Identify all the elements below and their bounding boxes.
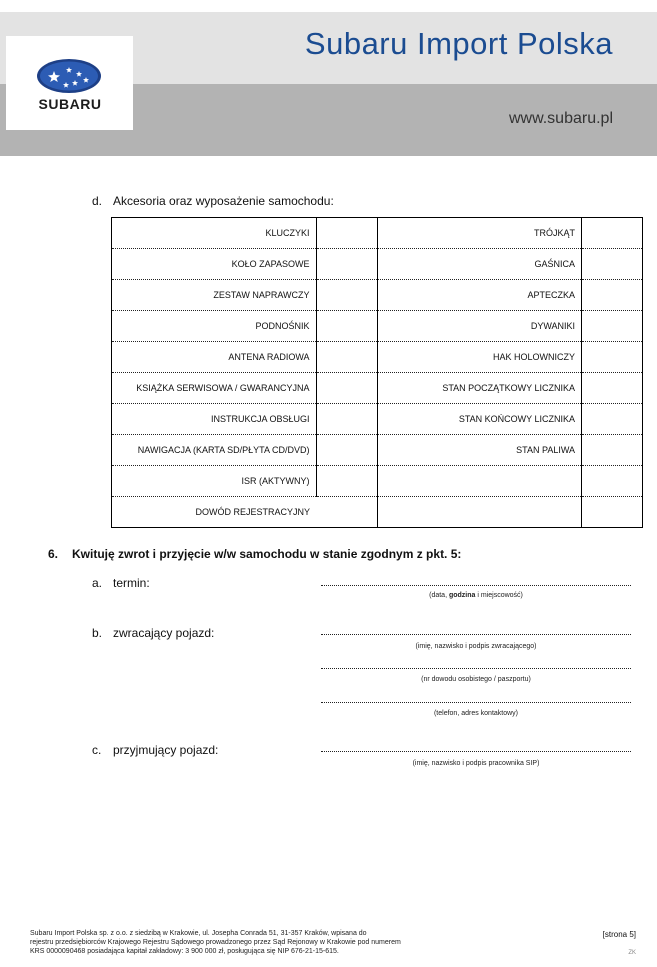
accessory-row xyxy=(112,342,643,373)
accessory-checkbox-right[interactable] xyxy=(582,404,643,435)
returner-contact-field[interactable] xyxy=(321,702,631,703)
accessory-checkbox-left[interactable] xyxy=(316,466,377,497)
accessory-checkbox-left[interactable] xyxy=(316,249,377,280)
date-caption: (data, godzina i miejscowość) xyxy=(429,592,523,599)
item-b-letter: b. xyxy=(92,626,103,640)
accessory-label-right xyxy=(377,497,582,528)
footer-line: KRS 0000090468 posiadająca kapitał zakładowy: 3 900 000 zł, posługująca się NIP 676-21-15-615. xyxy=(30,948,339,955)
item-b-label: zwracający pojazd: xyxy=(113,626,215,640)
accessory-label-left: ZESTAW NAPRAWCZY xyxy=(112,280,317,311)
returner-contact-caption: (telefon, adres kontaktowy) xyxy=(433,710,519,717)
section-d-letter: d. xyxy=(92,194,103,208)
accessory-row xyxy=(112,497,643,528)
accessory-label-right: APTECZKA xyxy=(377,280,582,311)
accessory-label-right: GAŚNICA xyxy=(377,249,582,280)
accessory-checkbox-right[interactable] xyxy=(582,435,643,466)
accessory-checkbox-left[interactable] xyxy=(316,311,377,342)
footer-company-info xyxy=(30,929,401,956)
accessory-checkbox-left[interactable] xyxy=(316,342,377,373)
brand-title: Subaru Import Polska xyxy=(304,26,613,61)
accessory-row xyxy=(112,466,643,497)
item-a-label: termin: xyxy=(113,576,150,590)
logo-wordmark: SUBARU xyxy=(38,96,102,112)
accessory-checkbox-right[interactable] xyxy=(582,466,643,497)
page-number: [strona 5] xyxy=(602,930,636,939)
accessory-checkbox-left[interactable] xyxy=(316,404,377,435)
document-code: ZK xyxy=(628,950,636,956)
accessory-label-left: ANTENA RADIOWA xyxy=(112,342,317,373)
item-a-letter: a. xyxy=(92,576,103,590)
accessory-label-left: INSTRUKCJA OBSŁUGI xyxy=(112,404,317,435)
returner-id-caption: (nr dowodu osobistego / paszportu) xyxy=(421,676,531,683)
item-c-label: przyjmujący pojazd: xyxy=(113,743,219,757)
accessory-label-left: NAWIGACJA (KARTA SD/PŁYTA CD/DVD) xyxy=(112,435,317,466)
accessory-checkbox-left[interactable] xyxy=(316,373,377,404)
accessory-label-left: KSIĄŻKA SERWISOWA / GWARANCYJNA xyxy=(112,373,317,404)
accessory-checkbox-right[interactable] xyxy=(582,218,643,249)
accessory-label-right: STAN PALIWA xyxy=(377,435,582,466)
footer-line: Subaru Import Polska sp. z o.o. z siedzibą w Krakowie, ul. Josepha Conrada 51, 31-357 Kraków, wpisana do xyxy=(30,930,367,937)
accessory-checkbox-left[interactable] xyxy=(316,497,377,528)
accessory-checkbox-right[interactable] xyxy=(582,249,643,280)
accessory-row xyxy=(112,404,643,435)
section-d-title: Akcesoria oraz wyposażenie samochodu: xyxy=(113,194,334,208)
footer-line: rejestru przedsiębiorców Krajowego Rejestru Sądowego prowadzonego przez Sąd Rejonowy w Krakowie pod numerem xyxy=(30,939,401,946)
accessory-label-left: DOWÓD REJESTRACYJNY xyxy=(195,507,310,517)
accessory-row xyxy=(112,311,643,342)
accessory-checkbox-right[interactable] xyxy=(582,342,643,373)
accessory-row xyxy=(112,435,643,466)
section-6-title: Kwituję zwrot i przyjęcie w/w samochodu w stanie zgodnym z pkt. 5: xyxy=(72,547,462,561)
accessory-label-right: STAN KOŃCOWY LICZNIKA xyxy=(377,404,582,435)
accessory-checkbox-right[interactable] xyxy=(582,373,643,404)
accessory-checkbox-left[interactable] xyxy=(316,218,377,249)
accessory-label-left: PODNOŚNIK xyxy=(112,311,317,342)
subaru-logo-icon xyxy=(36,58,102,94)
accessory-label-left: ISR (AKTYWNY) xyxy=(112,466,317,497)
accessory-label-left: KOŁO ZAPASOWE xyxy=(112,249,317,280)
accessory-checkbox-right[interactable] xyxy=(582,311,643,342)
accessory-checkbox-left[interactable] xyxy=(316,435,377,466)
accessory-label-right: HAK HOLOWNICZY xyxy=(377,342,582,373)
returner-id-field[interactable] xyxy=(321,668,631,669)
returner-signature-caption: (imię, nazwisko i podpis zwracającego) xyxy=(415,643,537,650)
accessory-row xyxy=(112,280,643,311)
accessory-label-right xyxy=(377,466,582,497)
accessories-table xyxy=(111,217,643,528)
accessory-label-left: KLUCZYKI xyxy=(112,218,317,249)
accessory-row xyxy=(112,218,643,249)
accessory-label-right: DYWANIKI xyxy=(377,311,582,342)
accessory-label-right: TRÓJKĄT xyxy=(377,218,582,249)
returner-signature-field[interactable] xyxy=(321,634,631,635)
accessory-row xyxy=(112,249,643,280)
item-c-letter: c. xyxy=(92,743,102,757)
receiver-signature-caption: (imię, nazwisko i podpis pracownika SIP) xyxy=(412,760,540,767)
accessory-label-right: STAN POCZĄTKOWY LICZNIKA xyxy=(377,373,582,404)
accessory-row xyxy=(112,373,643,404)
accessory-checkbox-left[interactable] xyxy=(316,280,377,311)
section-6-number: 6. xyxy=(48,547,59,561)
website-link[interactable]: www.subaru.pl xyxy=(508,110,613,127)
receiver-signature-field[interactable] xyxy=(321,751,631,752)
accessory-checkbox-right[interactable] xyxy=(582,280,643,311)
date-time-place-field[interactable] xyxy=(321,585,631,586)
accessory-checkbox-right[interactable] xyxy=(582,497,643,528)
